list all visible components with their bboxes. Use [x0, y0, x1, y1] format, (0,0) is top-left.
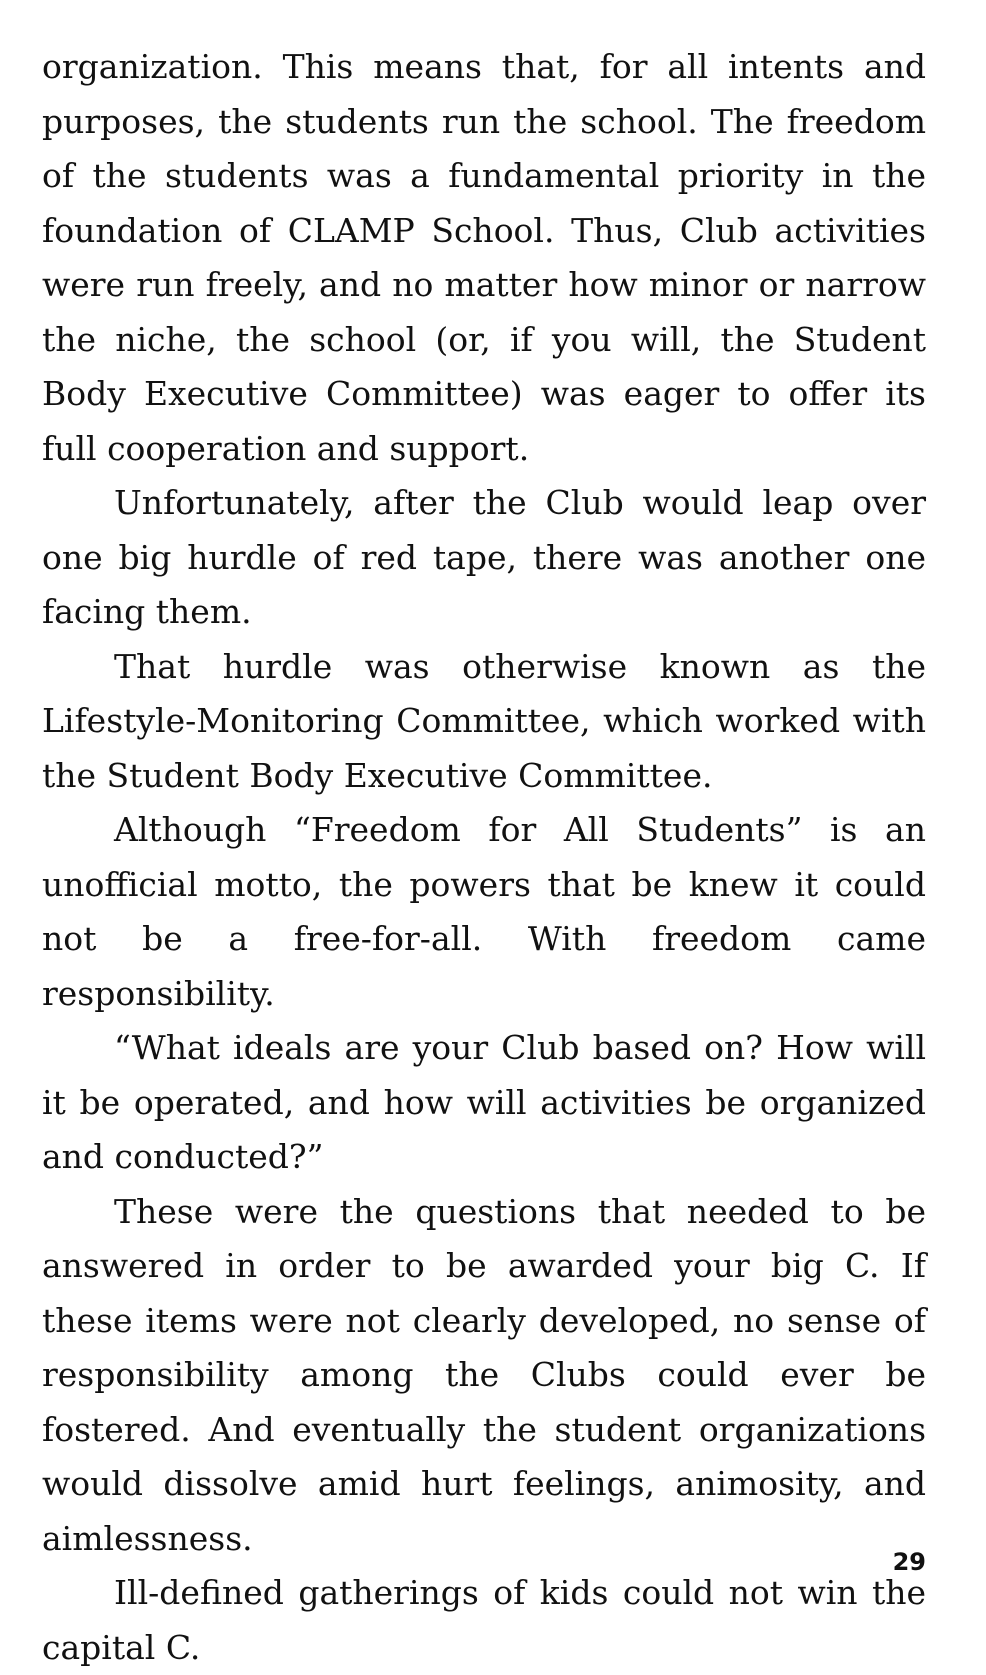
paragraph-responsibility: These were the questions that needed to be answered in order to be awarded your big C. If these items were not clearly developed, no sense of responsibility among the Clubs could ever be fostered. And eventually the student organizations would dissolve amid hurt feelings, animosity, and aimlessness. [42, 1191, 926, 1558]
paragraph-capital-c: Ill-defined gatherings of kids could not win the capital C. [42, 1573, 926, 1667]
body-text [42, 40, 926, 1675]
page-number: 29 [892, 1548, 926, 1576]
paragraph-questions-quote: “What ideals are your Club based on? How will it be operated, and how will activities be organized and conducted?” [42, 1028, 926, 1176]
paragraph-motto: Although “Freedom for All Students” is an unofficial motto, the powers that be knew it could not be a free-for-all. With freedom came responsibility. [42, 810, 926, 1013]
paragraph-continuation: organization. This means that, for all intents and purposes, the students run the school. The freedom of the students was a fundamental priority in the foundation of CLAMP School. Thus, Club activities were run freely, and no matter how minor or narrow the niche, the school (or, if you will, the Student Body Executive Committee) was eager to offer its full cooperation and support. [42, 47, 926, 468]
paragraph-red-tape: Unfortunately, after the Club would leap over one big hurdle of red tape, there was another one facing them. [42, 483, 926, 631]
paragraph-lifestyle-committee: That hurdle was otherwise known as the Lifestyle-Monitoring Committee, which worked with the Student Body Executive Committee. [42, 646, 926, 795]
